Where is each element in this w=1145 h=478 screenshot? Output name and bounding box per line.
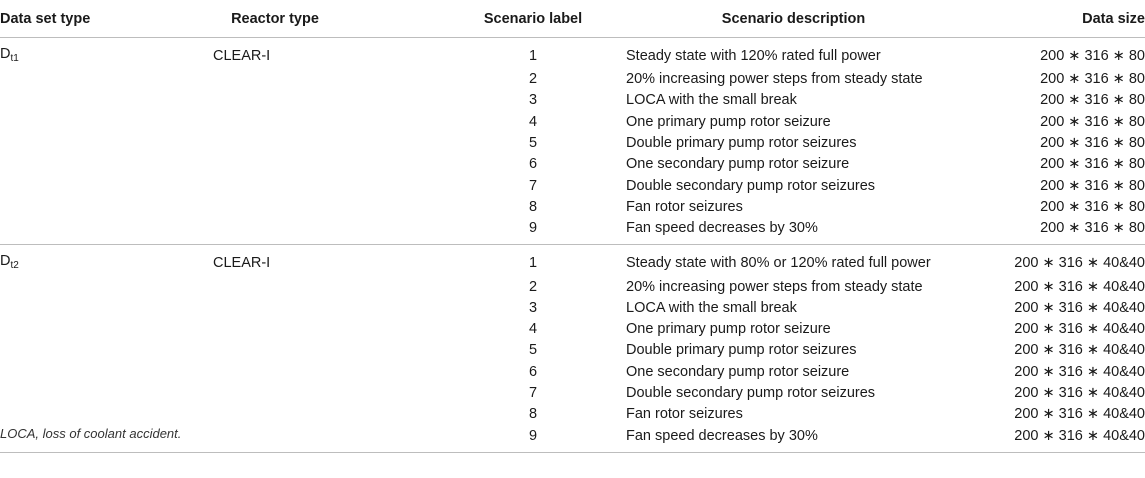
cell-data-set-type <box>0 383 150 404</box>
cell-scenario-description: One primary pump rotor seizure <box>626 321 831 338</box>
cell-reactor-type <box>150 218 440 245</box>
cell-data-set-type <box>0 340 150 361</box>
cell-scenario-description: Fan rotor seizures <box>626 198 743 215</box>
reactor-name: CLEAR-I <box>213 255 271 272</box>
table-row <box>0 276 1145 297</box>
cell-scenario-description: Steady state with 80% or 120% rated full power <box>626 255 931 272</box>
cell-scenario-label: 7 <box>528 177 538 194</box>
cell-data-size: 200 ∗ 316 ∗ 40&40 <box>1014 321 1145 338</box>
cell-scenario-label: 4 <box>528 113 538 130</box>
footnote: LOCA, loss of coolant accident. <box>0 426 182 441</box>
header-row <box>0 0 1145 38</box>
cell-data-size: 200 ∗ 316 ∗ 80 <box>1040 92 1145 109</box>
reactor-name: CLEAR-I <box>213 48 271 64</box>
cell-scenario-label: 5 <box>528 342 538 359</box>
table-row <box>0 383 1145 404</box>
table-row <box>0 404 1145 425</box>
table-row <box>0 154 1145 175</box>
header-scenario-description: Scenario description <box>626 0 961 38</box>
cell-scenario-label: 6 <box>528 363 538 380</box>
cell-data-set-type <box>0 133 150 154</box>
cell-scenario-label: 8 <box>528 198 538 215</box>
cell-reactor-type <box>150 38 440 70</box>
dataset-subscript: t1 <box>10 53 19 64</box>
table-row <box>0 218 1145 245</box>
cell-scenario-label: 3 <box>528 92 538 109</box>
cell-data-set-type <box>0 38 150 70</box>
cell-data-size: 200 ∗ 316 ∗ 40&40 <box>1014 299 1145 316</box>
cell-scenario-label: 4 <box>528 321 538 338</box>
cell-scenario-label: 2 <box>528 71 538 88</box>
cell-data-size: 200 ∗ 316 ∗ 80 <box>1040 156 1145 173</box>
table-row <box>0 197 1145 218</box>
cell-scenario-description: 20% increasing power steps from steady state <box>626 71 923 88</box>
cell-reactor-type <box>150 112 440 133</box>
cell-scenario-description: Double primary pump rotor seizures <box>626 135 857 152</box>
cell-reactor-type <box>150 69 440 90</box>
cell-reactor-type <box>150 425 440 452</box>
cell-scenario-description: Double secondary pump rotor seizures <box>626 177 876 194</box>
cell-scenario-description: Steady state with 120% rated full power <box>626 48 881 64</box>
cell-scenario-description: Fan rotor seizures <box>626 406 743 423</box>
cell-scenario-description: Double primary pump rotor seizures <box>626 342 857 359</box>
cell-data-size: 200 ∗ 316 ∗ 40&40 <box>1014 385 1145 401</box>
cell-reactor-type <box>150 245 440 277</box>
cell-data-size: 200 ∗ 316 ∗ 80 <box>1040 113 1145 130</box>
cell-scenario-label: 2 <box>528 278 538 295</box>
cell-reactor-type <box>150 90 440 111</box>
cell-reactor-type <box>150 133 440 154</box>
header-data-size: Data size <box>961 0 1145 38</box>
cell-scenario-label: 6 <box>528 156 538 173</box>
cell-reactor-type <box>150 362 440 383</box>
cell-reactor-type <box>150 319 440 340</box>
header-reactor-type: Reactor type <box>150 0 440 38</box>
cell-scenario-label: 5 <box>528 135 538 152</box>
table-row <box>0 133 1145 154</box>
table-row <box>0 319 1145 340</box>
cell-data-set-type <box>0 90 150 111</box>
table-row <box>0 90 1145 111</box>
cell-data-size: 200 ∗ 316 ∗ 80 <box>1040 198 1145 215</box>
cell-data-size: 200 ∗ 316 ∗ 40&40 <box>961 425 1145 452</box>
cell-data-set-type <box>0 362 150 383</box>
cell-scenario-description: LOCA with the small break <box>626 92 797 109</box>
cell-scenario-description: Double secondary pump rotor seizures <box>626 385 876 401</box>
header-data-set-type: Data set type <box>0 0 150 38</box>
cell-scenario-description: Fan speed decreases by 30% <box>626 218 961 245</box>
cell-data-set-type <box>0 298 150 319</box>
table-body <box>0 38 1145 453</box>
dataset-symbol: D <box>0 253 11 270</box>
cell-data-set-type <box>0 245 150 277</box>
table-row <box>0 112 1145 133</box>
table-row <box>0 362 1145 383</box>
cell-data-set-type <box>0 175 150 196</box>
cell-data-size: 200 ∗ 316 ∗ 40&40 <box>1014 406 1145 423</box>
cell-scenario-description: Fan speed decreases by 30% <box>626 425 961 452</box>
cell-scenario-description: One primary pump rotor seizure <box>626 113 831 130</box>
cell-scenario-label: 8 <box>528 406 538 423</box>
cell-scenario-label: 1 <box>528 255 538 272</box>
cell-data-size: 200 ∗ 316 ∗ 80 <box>961 218 1145 245</box>
cell-reactor-type <box>150 340 440 361</box>
cell-scenario-label: 3 <box>528 299 538 316</box>
cell-data-size: 200 ∗ 316 ∗ 80 <box>1040 71 1145 88</box>
cell-data-size: 200 ∗ 316 ∗ 40&40 <box>1014 255 1145 272</box>
cell-data-set-type <box>0 112 150 133</box>
cell-reactor-type <box>150 154 440 175</box>
cell-data-size: 200 ∗ 316 ∗ 40&40 <box>1014 342 1145 359</box>
cell-reactor-type <box>150 276 440 297</box>
cell-data-size: 200 ∗ 316 ∗ 40&40 <box>1014 363 1145 380</box>
cell-data-size: 200 ∗ 316 ∗ 40&40 <box>1014 278 1145 295</box>
cell-data-set-type <box>0 154 150 175</box>
table-row <box>0 175 1145 196</box>
cell-scenario-description: One secondary pump rotor seizure <box>626 156 850 173</box>
table-row <box>0 38 1145 70</box>
dataset-symbol: D <box>0 46 11 62</box>
cell-data-set-type <box>0 218 150 245</box>
cell-scenario-description: One secondary pump rotor seizure <box>626 363 850 380</box>
cell-data-set-type <box>0 319 150 340</box>
cell-scenario-label: 7 <box>528 385 538 401</box>
cell-scenario-label: 9 <box>440 425 626 452</box>
cell-scenario-label: 1 <box>528 48 538 64</box>
cell-data-size: 200 ∗ 316 ∗ 80 <box>1040 48 1145 64</box>
dataset-subscript: t2 <box>10 260 19 272</box>
cell-data-set-type <box>0 197 150 218</box>
header-scenario-label: Scenario label <box>440 0 626 38</box>
cell-data-set-type <box>0 404 150 425</box>
cell-reactor-type <box>150 197 440 218</box>
cell-reactor-type <box>150 298 440 319</box>
table-row <box>0 245 1145 277</box>
cell-scenario-description: 20% increasing power steps from steady state <box>626 278 923 295</box>
cell-scenario-description: LOCA with the small break <box>626 299 797 316</box>
cell-scenario-label: 9 <box>440 218 626 245</box>
cell-data-size: 200 ∗ 316 ∗ 80 <box>1040 177 1145 194</box>
table-row <box>0 69 1145 90</box>
cell-data-set-type <box>0 276 150 297</box>
table-row <box>0 298 1145 319</box>
cell-data-size: 200 ∗ 316 ∗ 80 <box>1040 135 1145 152</box>
table-row <box>0 340 1145 361</box>
cell-reactor-type <box>150 175 440 196</box>
cell-reactor-type <box>150 383 440 404</box>
cell-reactor-type <box>150 404 440 425</box>
cell-data-set-type <box>0 69 150 90</box>
